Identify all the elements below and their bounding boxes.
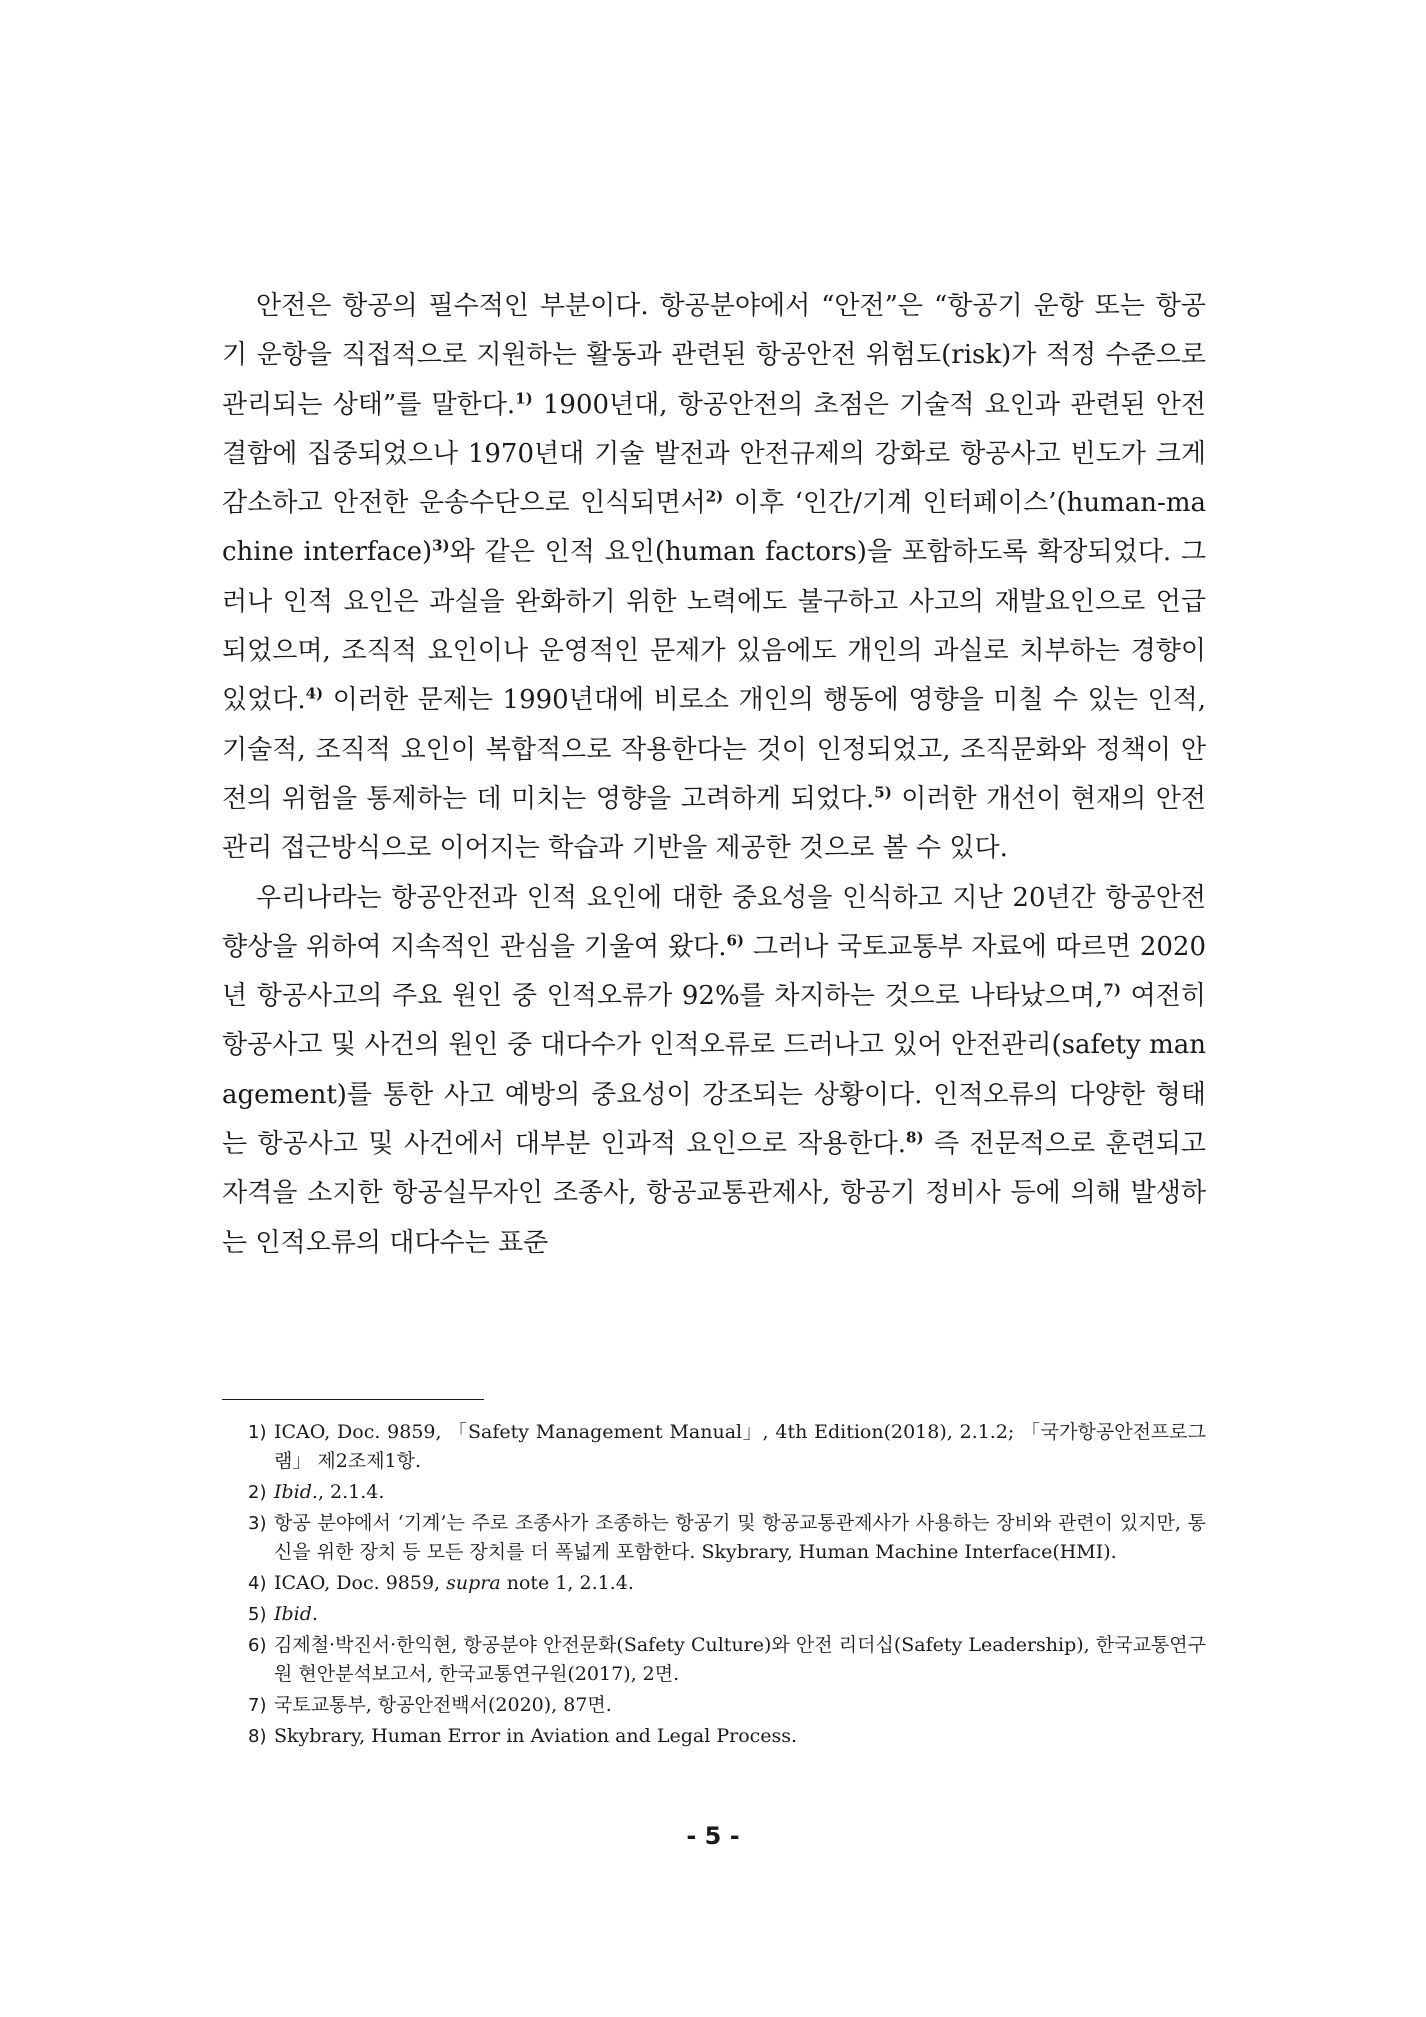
footnote-text-part: , 2.1.4. (317, 1481, 385, 1503)
footnote (248, 1509, 1206, 1567)
footnote-text (274, 1569, 1206, 1598)
footnote-italic-text: supra (446, 1572, 501, 1594)
footnote-text-part: Skybrary, Human Error in Aviation and Legal Process. (274, 1725, 798, 1747)
footnote-text (274, 1722, 1206, 1751)
footnote (248, 1691, 1206, 1720)
footnote-number: 7) (248, 1695, 267, 1716)
footnote-number: 2) (248, 1482, 267, 1503)
body-paragraph (222, 282, 1206, 874)
footnote-text (274, 1509, 1206, 1567)
footnote-text-part: 김제철·박진서·한익현, 항공분야 안전문화(Safety Culture)와 안전 리더십(Safety Leadership), 한국교통연구원 현안분석보고서, 한국교통연구원(2017), 2면. (274, 1634, 1206, 1685)
footnote-reference[interactable]: 2) (705, 487, 724, 506)
footnote-number: 6) (248, 1635, 267, 1656)
footnote (248, 1600, 1206, 1629)
footnote-text-part: 항공 분야에서 ‘기계’는 주로 조종사가 조종하는 항공기 및 항공교통관제사가 사용하는 장비와 관련이 있지만, 통신을 위한 장치 등 모든 장치를 더 폭넓게 포함한다. Skybrary, Human Machine Interface(HMI). (274, 1512, 1206, 1563)
footnote (248, 1478, 1206, 1507)
footnote-reference[interactable]: 5) (874, 783, 892, 802)
footnote (248, 1418, 1206, 1476)
footnote-reference[interactable]: 4) (305, 684, 324, 703)
footnote-text-part: ICAO, Doc. 9859, (274, 1572, 447, 1594)
footnote-text-part: 국토교통부, 항공안전백서(2020), 87면. (274, 1694, 612, 1716)
paragraph-text: 그러나 국토교통부 자료에 따르면 2020년 항공사고의 주요 원인 중 인적오류가 92%를 차지하는 것으로 나타났으며, (222, 931, 1206, 1012)
paragraph-text: 이후 ‘인간/기계 인터페이스’(human-machine interface) (222, 488, 1206, 568)
paragraph-text: 1900년대, 항공안전의 초점은 기술적 요인과 관련된 안전 결함에 집중되었으나 1970년대 기술 발전과 안전규제의 강화로 항공사고 빈도가 크게 감소하고 안전한 운송수단으로 인식되면서 (222, 389, 1206, 519)
paragraph-text: 안전은 항공의 필수적인 부분이다. 항공분야에서 “안전”은 “항공기 운항 또는 항공기 운항을 직접적으로 지원하는 활동과 관련된 항공안전 위험도(risk)가 적정 수준으로 관리되는 상태”를 말한다. (222, 291, 1206, 420)
footnote-text (274, 1631, 1206, 1689)
footnote-reference[interactable]: 7) (1103, 980, 1121, 999)
footnote-text (274, 1691, 1206, 1720)
footnote (248, 1569, 1206, 1598)
footnote-reference[interactable]: 3) (432, 536, 450, 555)
footnote-text-part: ICAO, Doc. 9859, 「Safety Management Manual」, 4th Edition(2018), 2.1.2; 「국가항공안전프로그램」 제2조제1항. (274, 1421, 1206, 1472)
footnote-number: 5) (248, 1604, 267, 1625)
footnotes-list (248, 1418, 1206, 1753)
footnote-italic-text: Ibid. (274, 1603, 318, 1625)
paragraph-text: 이러한 문제는 1990년대에 비로소 개인의 행동에 영향을 미칠 수 있는 인적, 기술적, 조직적 요인이 복합적으로 작용한다는 것이 인정되었고, 조직문화와 정책이 안전의 위험을 통제하는 데 미치는 영향을 고려하게 되었다. (222, 685, 1206, 814)
paragraph-text: 즉 전문적으로 훈련되고 자격을 소지한 항공실무자인 조종사, 항공교통관제사, 항공기 정비사 등에 의해 발생하는 인적오류의 대다수는 표준 (222, 1129, 1206, 1258)
footnote-text (274, 1600, 1206, 1629)
footnote-italic-text: Ibid. (274, 1481, 318, 1503)
footnote-number: 8) (248, 1726, 267, 1747)
footnote-number: 1) (248, 1422, 267, 1443)
footnote-text (274, 1418, 1206, 1476)
paragraph-text: 와 같은 인적 요인(human factors)을 포함하도록 확장되었다. 그러나 인적 요인은 과실을 완화하기 위한 노력에도 불구하고 사고의 재발요인으로 언급되었으며, 조직적 요인이나 운영적인 문제가 있음에도 개인의 과실로 치부하는 경향이 있었다. (222, 537, 1207, 716)
footnote-reference[interactable]: 1) (515, 388, 533, 407)
footnote-number: 4) (248, 1573, 267, 1594)
paragraph-text: 이러한 개선이 현재의 안전관리 접근방식으로 이어지는 학습과 기반을 제공한 것으로 볼 수 있다. (222, 783, 1206, 864)
footnote-text (274, 1478, 1206, 1507)
footnote-number: 3) (248, 1513, 267, 1534)
footnote-reference[interactable]: 6) (726, 931, 745, 950)
paragraph-text: 우리나라는 항공안전과 인적 요인에 대한 중요성을 인식하고 지난 20년간 항공안전 향상을 위하여 지속적인 관심을 기울여 왔다. (222, 882, 1206, 962)
paragraph-text: 여전히 항공사고 및 사건의 원인 중 대다수가 인적오류로 드러나고 있어 안전관리(safety management)를 통한 사고 예방의 중요성이 강조되는 상황이다. 인적오류의 다양한 형태는 항공사고 및 사건에서 대부분 인과적 요인으로 작용한다. (222, 981, 1206, 1160)
footnote-text-part: note 1, 2.1.4. (500, 1572, 634, 1594)
footnote-reference[interactable]: 8) (906, 1128, 924, 1147)
page-number: - 5 - (686, 1822, 740, 1850)
footnote-divider (222, 1399, 484, 1400)
body-paragraph (222, 874, 1206, 1268)
footnote (248, 1631, 1206, 1689)
body-text (222, 282, 1206, 1268)
footnote (248, 1722, 1206, 1751)
